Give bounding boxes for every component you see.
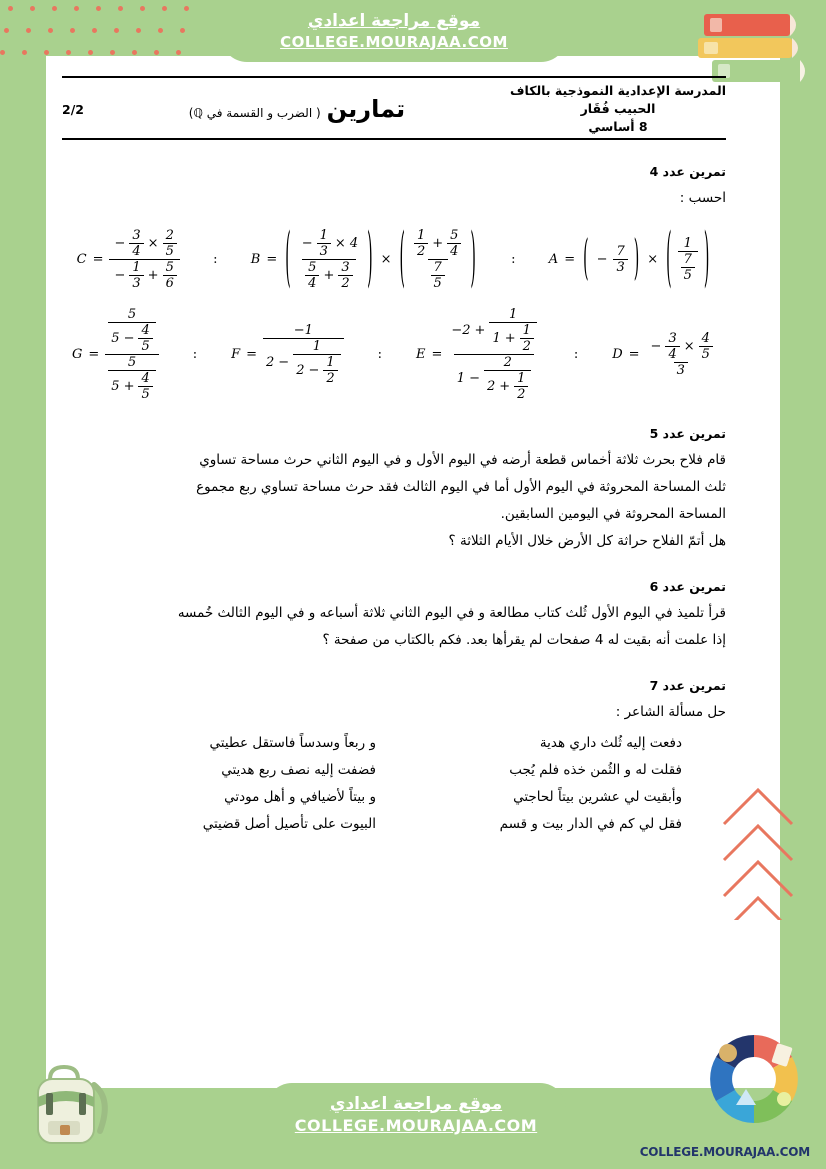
decorative-dot: [96, 6, 101, 11]
expression-B: [250, 223, 478, 297]
b2-n2: 5: [450, 228, 459, 244]
expr-A-equals: =: [564, 252, 576, 268]
g-a: 5: [127, 307, 137, 323]
decorative-dot: [66, 50, 71, 55]
b-mid-times: ×: [380, 252, 392, 268]
poem-verse-second-hemistich: و ربعاً وسدساً فاستقل عطيتي: [209, 735, 376, 752]
poem-verse-row: [62, 730, 726, 757]
b2-n1: 1: [416, 228, 426, 244]
dotted-decoration: [0, 0, 200, 60]
e-minus: −: [469, 371, 480, 387]
e-e: 2: [520, 338, 534, 354]
expr-G-equals: =: [88, 347, 100, 363]
b-sign: −: [301, 236, 313, 252]
f-e: 2: [323, 370, 337, 386]
decorative-dot: [52, 6, 57, 11]
c-sign: −: [114, 236, 126, 252]
a-paren-open-1: (: [583, 232, 589, 288]
header-site-ribbon[interactable]: [221, 0, 567, 62]
decorative-dot: [26, 28, 31, 33]
g-plus: +: [123, 379, 135, 395]
poem-verse-second-hemistich: البيوت على تأصيل أصل قضيتي: [202, 816, 376, 833]
a-paren-close-1: ): [633, 232, 640, 288]
right-green-rail: [780, 0, 826, 1169]
expression-A: [548, 223, 712, 297]
f-minus-1: −: [278, 355, 290, 371]
teacher-name: الحبيب فُقَار: [580, 101, 656, 117]
separator-5: :: [573, 347, 579, 363]
expression-F: [231, 323, 344, 386]
decorative-dot: [114, 28, 119, 33]
g-b: 5: [111, 331, 120, 347]
chevron-decoration: [718, 780, 798, 920]
page-number: 2/2: [62, 101, 84, 117]
poem-verse-first-hemistich: دفعت إليه ثُلث داري هدية: [539, 735, 682, 752]
decorative-dot: [132, 50, 137, 55]
expr-B-label: B: [250, 252, 261, 268]
c-d1d: 3: [129, 275, 143, 291]
poem-verse-first-hemistich: وأبقيت لي عشرين بيتاً لحاجتي: [513, 789, 682, 806]
c-n2: 2: [165, 228, 174, 244]
decorative-dot: [30, 6, 35, 11]
e-plus: +: [474, 323, 486, 339]
e-f: 1: [456, 371, 466, 387]
expr-E-equals: =: [431, 347, 443, 363]
footer-site-ribbon[interactable]: [266, 1083, 566, 1145]
title-subtitle: ( الضرب و القسمة في ℚ): [188, 106, 321, 121]
page-title: [189, 95, 405, 123]
decorative-dot: [74, 6, 79, 11]
e-b: 1: [509, 307, 518, 323]
school-name: المدرسة الإعدادية النموذجية بالكاف: [510, 83, 726, 98]
a-paren-close-2: ): [703, 223, 710, 297]
c-d2d: 6: [163, 275, 177, 291]
decorative-dot: [154, 50, 159, 55]
title-main: تمارين: [326, 95, 406, 124]
g-d: 5: [138, 338, 152, 354]
expr-A-label: A: [548, 252, 559, 268]
e-plus-2: +: [504, 331, 516, 347]
subjects-circle-illustration: [698, 1023, 810, 1135]
exercise-5-line-1: قام فلاح بحرث ثلاثة أخماس قطعة أرضه في اليوم الأول و في اليوم الثاني حرث مساحة تساوي: [199, 452, 726, 469]
g-g: 4: [141, 371, 150, 387]
e-g: 2: [503, 355, 512, 371]
expression-G: [72, 307, 159, 402]
school-identity: [510, 82, 726, 136]
separator-4: :: [377, 347, 382, 363]
decorative-dot: [118, 6, 123, 11]
decorative-dot: [158, 28, 163, 33]
c-times: ×: [147, 236, 159, 252]
exercise-6-line-1: قرأ تلميذ في اليوم الأول ثُلث كتاب مطالعة و في اليوم الثاني ثلاثة أسباعه و في اليوم الثالث خُمسه: [177, 605, 726, 622]
c-d1: 1: [132, 260, 141, 276]
expression-D: [612, 331, 716, 378]
b-d1: 5: [308, 260, 317, 276]
left-green-rail: [0, 0, 46, 1169]
expr-B-equals: =: [266, 252, 278, 268]
expr-F-equals: =: [246, 347, 257, 363]
f-d: 1: [326, 355, 335, 371]
c-n1: 3: [132, 228, 141, 244]
d-den: 3: [674, 362, 688, 378]
b-d2d: 2: [338, 275, 352, 291]
decorative-dot: [140, 6, 145, 11]
b2-n2d: 4: [447, 243, 461, 259]
exercise-4-expressions-row-1: [62, 223, 726, 297]
decorative-dot: [4, 28, 9, 33]
decorative-dot: [70, 28, 75, 33]
a2-den-d: 5: [681, 267, 695, 283]
footer-watermark: COLLEGE.MOURAJAA.COM: [639, 1145, 810, 1159]
exercise-6-line-2: إذا علمت أنه بقيت له 4 صفحات لم يقرأها بعد. فكم بالكتاب من صفحة ؟: [322, 632, 726, 649]
decorative-dot: [8, 6, 13, 11]
expr-C-label: C: [76, 252, 87, 268]
e-c: 1: [492, 331, 501, 347]
decorative-dot: [136, 28, 141, 33]
b-paren-close-2: ): [470, 223, 476, 297]
exercise-4-prompt: احسب :: [679, 190, 726, 207]
a-den: 3: [613, 259, 627, 275]
c-dsign: −: [114, 268, 126, 284]
separator-3: :: [192, 347, 198, 363]
g-f: 5: [111, 379, 120, 395]
f-c: 2: [296, 363, 305, 379]
exercise-7-title: تمرين عدد 7: [649, 678, 726, 694]
decorative-dot: [44, 50, 49, 55]
exercise-6-title: تمرين عدد 6: [649, 579, 726, 595]
b-n1: 1: [319, 228, 328, 244]
worksheet-content: [62, 76, 726, 838]
expr-G-label: G: [72, 347, 83, 363]
e-h: 2: [486, 379, 496, 395]
c-plus: +: [147, 268, 159, 284]
a2-den-n: 7: [683, 252, 692, 268]
b-n1d: 3: [317, 243, 331, 259]
decorative-dot: [48, 28, 53, 33]
decorative-dot: [88, 50, 93, 55]
poem-verse-row: [62, 784, 726, 811]
footer-brand-arabic: موقع مراجعة اعدادي: [329, 1093, 503, 1114]
g-e: 5: [127, 355, 137, 371]
b2-dd: 5: [431, 275, 445, 291]
grade-level: 8 أساسي: [588, 119, 648, 135]
expr-E-label: E: [415, 347, 426, 363]
decorative-dot: [92, 28, 97, 33]
poem-verse-second-hemistich: فضفت إليه نصف ربع هديتي: [221, 762, 376, 779]
decorative-dot: [180, 28, 185, 33]
b2-plus: +: [432, 236, 444, 252]
d-n2: 4: [701, 331, 710, 347]
poem-verse-row: [62, 811, 726, 838]
e-i: 1: [517, 371, 526, 387]
c-d2: 5: [165, 260, 174, 276]
poem-verse-first-hemistich: فقلت له و الثُمن خذه فلم يُجب: [509, 762, 682, 779]
b-d2: 3: [341, 260, 350, 276]
b-paren-close-1: ): [367, 223, 373, 297]
expr-D-equals: =: [628, 347, 640, 363]
site-brand-arabic: موقع مراجعة اعدادي: [307, 11, 481, 31]
c-n1d: 4: [129, 243, 143, 259]
b-times: ×: [334, 236, 346, 252]
g-minus: −: [123, 331, 135, 347]
b-paren-open-1: (: [285, 223, 291, 297]
exercise-4-expressions-row-2: [62, 307, 726, 402]
a-sign: −: [596, 252, 608, 268]
decorative-dot: [184, 6, 189, 11]
b-d1d: 4: [305, 275, 319, 291]
d-n1d: 4: [665, 346, 679, 362]
b2-n1d: 2: [414, 243, 428, 259]
g-h: 5: [138, 386, 152, 402]
expr-D-label: D: [612, 347, 623, 363]
poem-verse-row: [62, 757, 726, 784]
d-n1: 3: [668, 331, 677, 347]
e-a: −2: [451, 323, 471, 339]
separator-2: :: [511, 252, 516, 268]
poem-verse-second-hemistich: و بيتاً لأضيافي و أهل مودتي: [224, 789, 376, 806]
e-j: 2: [514, 386, 528, 402]
expr-F-label: F: [231, 347, 241, 363]
decorative-dot: [162, 6, 167, 11]
b-paren-open-2: (: [399, 223, 405, 297]
decorative-dot: [22, 50, 27, 55]
d-times: ×: [683, 339, 695, 355]
site-brand-url: COLLEGE.MOURAJAA.COM: [280, 33, 508, 51]
backpack-illustration: [24, 1063, 128, 1147]
decorative-dot: [110, 50, 115, 55]
f-a: 2: [266, 355, 275, 371]
exercise-5-title: تمرين عدد 5: [649, 426, 726, 442]
separator-1: :: [213, 252, 218, 268]
decorative-dot: [0, 50, 5, 55]
b-plus: +: [323, 268, 335, 284]
exercise-7-prompt: حل مسألة الشاعر :: [615, 704, 726, 721]
footer-brand-url: COLLEGE.MOURAJAA.COM: [294, 1115, 538, 1135]
a-times: ×: [647, 252, 659, 268]
document-header: [62, 78, 726, 138]
e-d: 1: [522, 323, 531, 339]
exercise-5-line-4: هل أتمّ الفلاح حراثة كل الأرض خلال الأيام الثلاثة ؟: [448, 533, 726, 550]
f-num: −1: [293, 323, 313, 339]
exercise-4-title: تمرين عدد 4: [649, 164, 726, 180]
expr-C-equals: =: [92, 252, 104, 268]
poem-verses: [62, 730, 726, 838]
expression-C: [77, 228, 180, 291]
f-b: 1: [312, 339, 322, 355]
e-plus-3: +: [499, 379, 511, 395]
b2-d: 7: [433, 260, 442, 276]
g-c: 4: [141, 323, 150, 339]
d-n2d: 5: [699, 346, 713, 362]
decorative-dot: [176, 50, 181, 55]
b-mul: 4: [349, 236, 359, 252]
a2-num: 1: [683, 236, 692, 252]
poem-verse-first-hemistich: فقل لي كم في الدار بيت و قسم: [499, 816, 682, 833]
exercise-5-line-3: المساحة المحروثة في اليومين السابقين.: [500, 506, 726, 523]
header-bottom-rule: [62, 138, 726, 140]
a-num: 7: [616, 244, 625, 260]
a-paren-open-2: (: [666, 223, 672, 297]
d-sign: −: [650, 339, 662, 355]
exercise-5-line-2: ثلث المساحة المحروثة في اليوم الأول أما في اليوم الثالث فقد حرث مساحة تساوي ربع مجموع: [196, 479, 726, 496]
f-minus-2: −: [308, 363, 320, 379]
expression-E: [416, 307, 540, 402]
c-n2d: 5: [163, 243, 177, 259]
